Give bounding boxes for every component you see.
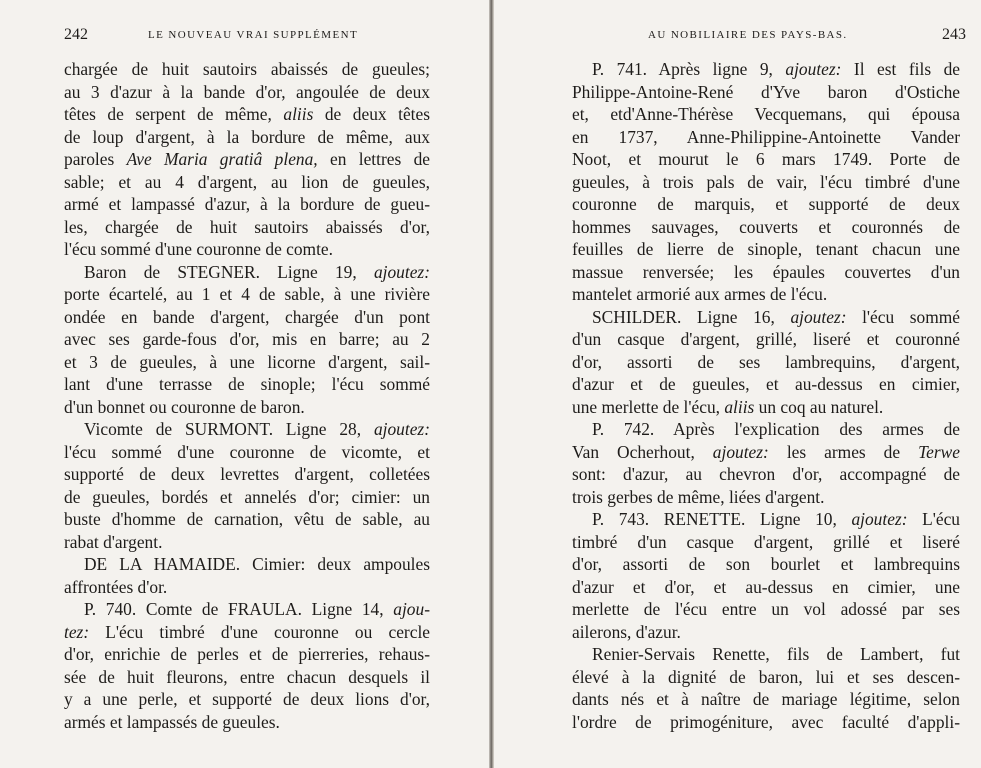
text-line: en 1737, Anne-Philippine-Antoinette Vander [572, 126, 960, 147]
right-running-head: AU NOBILIAIRE DES PAYS-BAS. [648, 29, 848, 41]
text-line: massue renversée; les épaules couvertes d'un [572, 261, 960, 282]
text-line: et 3 de gueules, à une licorne d'argent, sail- [64, 351, 430, 372]
text-line: sée de huit fleurons, entre chacun desquels il [64, 666, 430, 687]
text-line: supporté de deux levrettes d'argent, colletées [64, 464, 430, 484]
text-line: élevé à la dignité de baron, lui et ses descen- [572, 666, 960, 687]
text-line: Philippe-Antoine-René d'Yve baron d'Ostiche [572, 81, 960, 102]
text-line: tez: L'écu timbré d'une couronne ou cercle [64, 621, 430, 642]
text-line: P. 740. Comte de FRAULA. Ligne 14, ajou- [84, 599, 430, 619]
text-line: affrontées d'or. [64, 576, 168, 597]
text-line: d'or, enrichie de perles et de pierreries, rehaus- [64, 644, 430, 664]
left-page-body [64, 58, 430, 733]
text-line: chargée de huit sautoirs abaissés de gueules; [64, 59, 430, 79]
left-page [0, 0, 490, 768]
text-line: P. 741. Après ligne 9, ajoutez: Il est fils de [592, 59, 960, 79]
text-line: couronne de marquis, et supporté de deux [572, 194, 960, 214]
text-line: porte écartelé, au 1 et 4 de sable, à une rivière [64, 284, 430, 304]
text-line: timbré d'un casque d'argent, grillé et liseré [572, 531, 960, 552]
text-line: Van Ocherhout, ajoutez: les armes de Terwe [572, 441, 960, 462]
text-line: une merlette de l'écu, aliis un coq au naturel. [572, 396, 884, 417]
text-line: et, etd'Anne-Thérèse Vecquemans, qui épousa [572, 104, 960, 124]
text-line: les, chargée de huit sautoirs abaissés d'or, [64, 216, 430, 237]
text-line: sont: d'azur, au chevron d'or, accompagné de [572, 464, 960, 484]
text-line: d'un bonnet ou couronne de baron. [64, 396, 305, 417]
text-line: de loup d'argent, à la bordure de même, aux [64, 126, 430, 147]
text-line: paroles Ave Maria gratiâ plena, en lettres de [64, 149, 430, 169]
text-line: l'écu sommé d'une couronne de vicomte, et [64, 441, 430, 462]
text-line: d'azur et de gueules, et au-dessus en cimier, [572, 374, 960, 394]
text-line: d'or, assorti de ses lambrequins, d'argent, [572, 351, 960, 372]
right-page [492, 0, 981, 768]
right-page-header [522, 24, 966, 46]
text-line: hommes sauvages, couverts et couronnés de [572, 216, 960, 237]
text-line: gueules, à trois pals de vair, l'écu timbré d'une [572, 171, 960, 192]
text-line: Renier-Servais Renette, fils de Lambert, fut [592, 644, 960, 664]
text-line: SCHILDER. Ligne 16, ajoutez: l'écu sommé [592, 306, 960, 327]
text-line: P. 743. RENETTE. Ligne 10, ajoutez: L'écu [592, 509, 960, 529]
text-line: d'azur et d'or, et au-dessus en cimier, une [572, 576, 960, 597]
text-line: DE LA HAMAIDE. Cimier: deux ampoules [84, 554, 430, 574]
left-page-header [64, 24, 430, 46]
text-line: dants nés et à naître de mariage légitime, selon [572, 689, 960, 709]
text-line: ailerons, d'azur. [572, 621, 681, 642]
right-page-number: 243 [942, 26, 966, 43]
text-line: de gueules, bordés et annelés d'or; cimier: un [64, 486, 430, 507]
text-line: Baron de STEGNER. Ligne 19, ajoutez: [84, 261, 430, 282]
text-line: Vicomte de SURMONT. Ligne 28, ajoutez: [84, 419, 430, 439]
text-line: Noot, et mourut le 6 mars 1749. Porte de [572, 149, 960, 169]
text-line: trois gerbes de même, liées d'argent. [572, 486, 825, 507]
text-line: l'écu sommé d'une couronne de comte. [64, 239, 333, 259]
text-line: feuilles de lierre de sinople, tenant chacun une [572, 239, 960, 259]
text-line: avec ses garde-fous d'or, mis en barre; au 2 [64, 329, 430, 349]
text-line: armé et lampassé d'azur, à la bordure de gueu- [64, 194, 430, 214]
text-line: armés et lampassés de gueules. [64, 711, 280, 732]
text-line: d'un casque d'argent, grillé, liseré et couronné [572, 329, 960, 349]
text-line: sable; et au 4 d'argent, au lion de gueules, [64, 171, 430, 192]
text-line: mantelet armorié aux armes de l'écu. [572, 284, 828, 304]
text-line: buste d'homme de carnation, vêtu de sable, au [64, 509, 430, 529]
text-line: au 3 d'azur à la bande d'or, angoulée de deux [64, 81, 430, 102]
text-line: y a une perle, et supporté de deux lions d'or, [64, 689, 430, 709]
text-line: lant d'une terrasse de sinople; l'écu sommé [64, 374, 430, 394]
right-page-body [572, 58, 960, 733]
text-line: rabat d'argent. [64, 531, 163, 552]
text-line: P. 742. Après l'explication des armes de [592, 419, 960, 439]
text-line: têtes de serpent de même, aliis de deux têtes [64, 104, 430, 124]
left-running-head: LE NOUVEAU VRAI SUPPLÉMENT [148, 29, 359, 41]
left-page-number: 242 [64, 26, 88, 43]
text-line: d'or, assorti de son bourlet et lambrequins [572, 554, 960, 574]
text-line: l'ordre de primogéniture, avec faculté d'appli- [572, 711, 960, 732]
text-line: merlette de l'écu entre un vol adossé par ses [572, 599, 960, 619]
text-line: ondée en bande d'argent, chargée d'un pont [64, 306, 430, 327]
